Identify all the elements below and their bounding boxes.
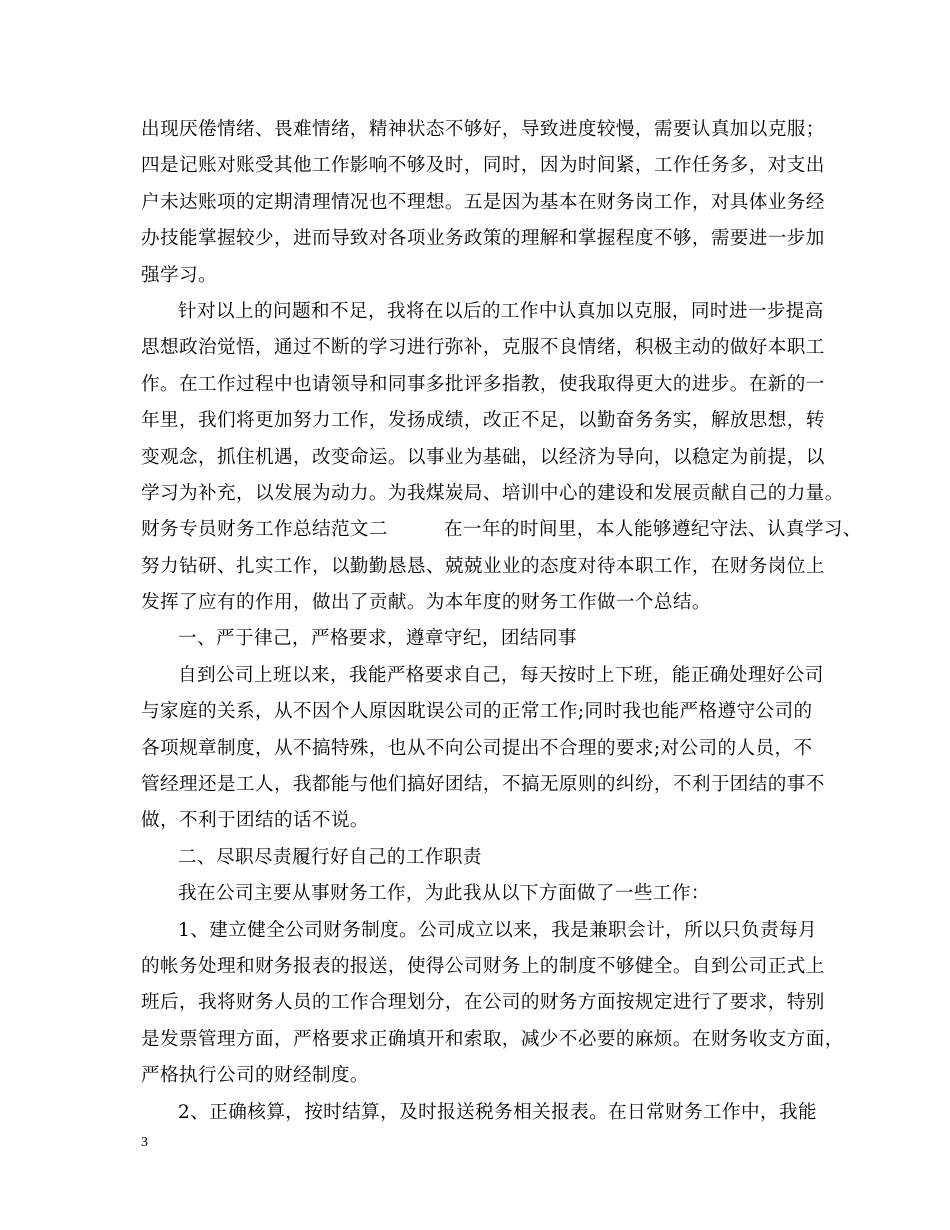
text-line: 各项规章制度，从不搞特殊，也从不向公司提出不合理的要求;对公司的人员，不	[141, 737, 813, 759]
text-line: 学习为补充，以发展为动力。为我煤炭局、培训中心的建设和发展贡献自己的力量。	[141, 482, 844, 504]
text-line: 的帐务处理和财务报表的报送，使得公司财务上的制度不够健全。自到公司正式上	[141, 955, 825, 977]
text-line: 户未达账项的定期清理情况也不理想。五是因为基本在财务岗工作，对具体业务经	[141, 191, 825, 213]
text-line: 严格执行公司的财经制度。	[141, 1065, 369, 1087]
text-line: 出现厌倦情绪、畏难情绪，精神状态不够好，导致进度较慢，需要认真加以克服；	[141, 119, 825, 140]
text-line: 针对以上的问题和不足，我将在以后的工作中认真加以克服，同时进一步提高	[178, 300, 824, 322]
text-line: 是发票管理方面，严格要求正确填开和索取，减少不必要的麻烦。在财务收支方面，	[141, 1028, 844, 1050]
text-line: 与家庭的关系，从不因个人原因耽误公司的正常工作;同时我也能严格遵守公司的	[141, 701, 813, 723]
text-line: 年里，我们将更加努力工作，发扬成绩，改正不足，以勤奋务务实，解放思想，转	[141, 410, 825, 432]
text-line: 努力钻研、扎实工作，以勤勤恳恳、兢兢业业的态度对待本职工作，在财务岗位上	[141, 555, 825, 577]
text-line: 自到公司上班以来，我能严格要求自己，每天按时上下班，能正确处理好公司	[178, 664, 824, 686]
text-line: 变观念，抓住机遇，改变命运。以事业为基础，以经济为导向，以稳定为前提，以	[141, 446, 825, 468]
text-line: 作。在工作过程中也请领导和同事多批评多指教，使我取得更大的进步。在新的一	[141, 373, 825, 395]
page-number: 3	[141, 1135, 148, 1150]
text-line: 管经理还是工人，我都能与他们搞好团结，不搞无原则的纠纷，不利于团结的事不	[141, 774, 825, 796]
document-body	[141, 112, 862, 1131]
text-line: 强学习。	[141, 264, 217, 286]
text-line: 办技能掌握较少，进而导致对各项业务政策的理解和掌握程度不够，需要进一步加	[141, 228, 825, 250]
text-line: 2、正确核算，按时结算，及时报送税务相关报表。在日常财务工作中，我能	[178, 1101, 818, 1123]
text-line: 做，不利于团结的话不说。	[141, 810, 369, 832]
section-title: 财务专员财务工作总结范文二	[141, 519, 388, 541]
text-line: 1、建立健全公司财务制度。公司成立以来，我是兼职会计，所以只负责每月	[178, 919, 818, 941]
section-text: 在一年的时间里，本人能够遵纪守法、认真学习、	[443, 519, 862, 541]
text-line: 四是记账对账受其他工作影响不够及时，同时，因为时间紧，工作任务多，对支出	[141, 155, 825, 177]
text-line: 发挥了应有的作用，做出了贡献。为本年度的财务工作做一个总结。	[141, 592, 711, 614]
text-line: 我在公司主要从事财务工作，为此我从以下方面做了一些工作：	[178, 883, 710, 905]
text-line: 一、严于律己，严格要求，遵章守纪，团结同事	[178, 628, 577, 650]
section-title-line	[141, 512, 862, 548]
text-line: 思想政治觉悟，通过不断的学习进行弥补，克服不良情绪，积极主动的做好本职工	[141, 337, 825, 359]
text-line: 二、尽职尽责履行好自己的工作职责	[178, 846, 482, 868]
text-line: 班后，我将财务人员的工作合理划分，在公司的财务方面按规定进行了要求，特别	[141, 992, 825, 1014]
